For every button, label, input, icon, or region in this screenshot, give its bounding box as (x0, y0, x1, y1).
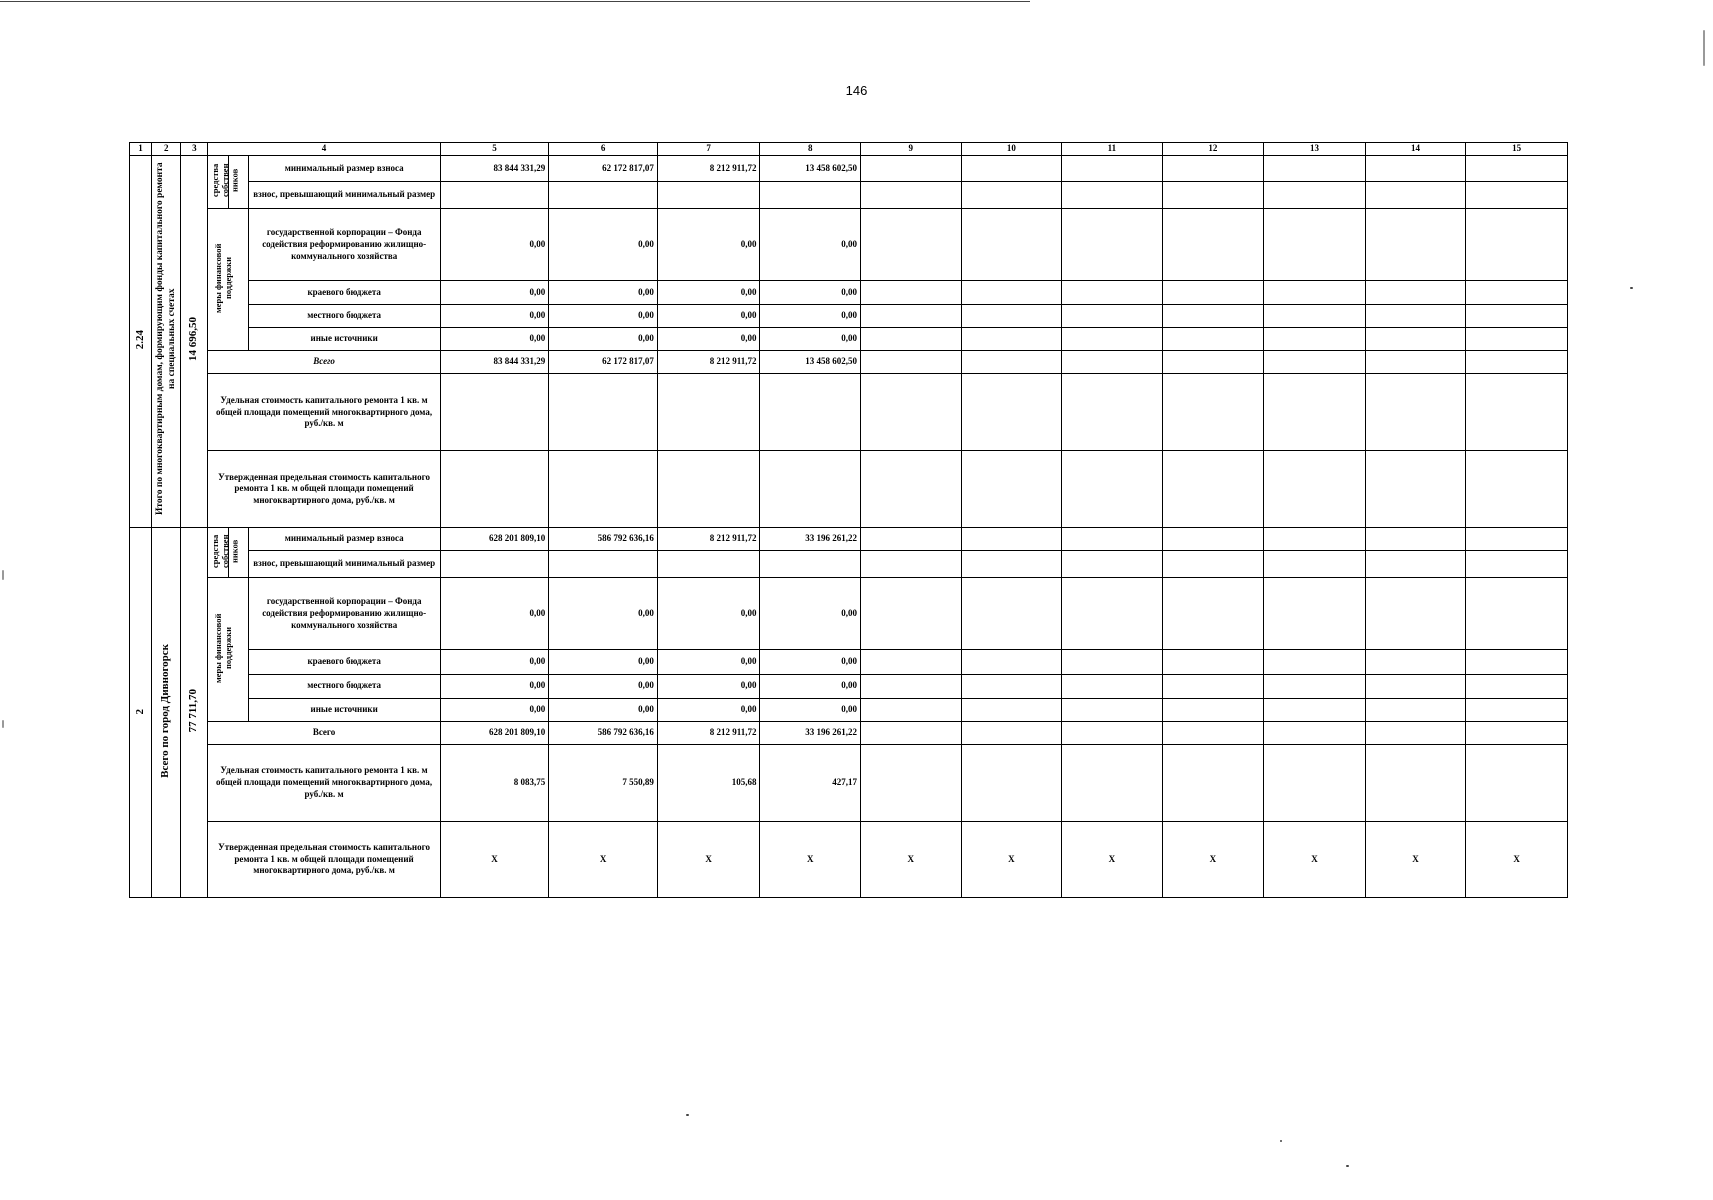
cell-col7: 0,00 (657, 650, 760, 674)
financial-support-label: меры финансовой поддержки (213, 612, 233, 683)
owners-funds-label: средства собствен ников (210, 163, 240, 197)
group-area-cell (181, 527, 208, 897)
x-mark-col12: X (1162, 821, 1264, 897)
row-label: Удельная стоимость капитального ремонта 1 кв. м общей площади помещений многоквартирного дома, руб./кв. м (208, 744, 440, 821)
financial-support-cell (208, 209, 248, 351)
row-label: краевого бюджета (248, 650, 440, 674)
cell-col7 (657, 182, 760, 209)
cell-col6: 0,00 (549, 698, 658, 721)
table-row (130, 527, 1568, 550)
cell-col5: 83 844 331,29 (440, 156, 549, 182)
table-row (130, 328, 1568, 351)
group-name: Итого по многоквартирным домам, формирующим фонды капитального ремонта на специальных счетах (155, 163, 178, 516)
cell-col6: 586 792 636,16 (549, 527, 658, 550)
cell-col8: 13 458 602,50 (760, 156, 861, 182)
cell-col7: 8 212 911,72 (657, 156, 760, 182)
cell-col5 (440, 374, 549, 451)
cell-col6: 62 172 817,07 (549, 156, 658, 182)
cell-col6: 0,00 (549, 209, 658, 281)
col-header-4: 4 (208, 143, 440, 156)
table-row (130, 744, 1568, 821)
row-label: минимальный размер взноса (248, 527, 440, 550)
cell-col6: 0,00 (549, 650, 658, 674)
cell-col8: 427,17 (760, 744, 861, 821)
cell-col8: 0,00 (760, 305, 861, 328)
scan-speck (1346, 1165, 1349, 1167)
cell-col6: 586 792 636,16 (549, 721, 658, 744)
cell-col7: 0,00 (657, 305, 760, 328)
scan-speck (1630, 287, 1633, 289)
financial-support-cell (208, 578, 248, 721)
cell-col7: 0,00 (657, 281, 760, 305)
row-label: иные источники (248, 328, 440, 351)
group-name: Всего по город Дивногорск (159, 643, 172, 778)
cell-col5: 8 083,75 (440, 744, 549, 821)
table-row (130, 281, 1568, 305)
owners-funds-cell (208, 156, 240, 209)
group-name-cell (152, 527, 181, 897)
x-mark-col8: X (760, 821, 861, 897)
cell-col6: 0,00 (549, 328, 658, 351)
cell-col7: 105,68 (657, 744, 760, 821)
x-mark-col7: X (657, 821, 760, 897)
col-header-6: 6 (549, 143, 658, 156)
cell-col7: 0,00 (657, 698, 760, 721)
col-header-5: 5 (440, 143, 549, 156)
scan-speck (2, 720, 4, 728)
cell-col8: 33 196 261,22 (760, 721, 861, 744)
cell-col7 (657, 374, 760, 451)
cell-col8: 13 458 602,50 (760, 351, 861, 374)
group-area: 14 696,50 (187, 317, 200, 362)
cell-col8: 0,00 (760, 578, 861, 650)
cell-col7: 0,00 (657, 674, 760, 698)
cell-col8: 0,00 (760, 281, 861, 305)
table-row (130, 374, 1568, 451)
cell-col6: 0,00 (549, 674, 658, 698)
table-row (130, 156, 1568, 182)
cell-col6 (549, 550, 658, 577)
cell-col7: 0,00 (657, 578, 760, 650)
cell-col8: 0,00 (760, 698, 861, 721)
row-label: государственной корпорации – Фонда содействия реформированию жилищно-коммунального хозяйства (248, 209, 440, 281)
x-mark-col11: X (1062, 821, 1163, 897)
cell-col5: 0,00 (440, 578, 549, 650)
row-label: Утвержденная предельная стоимость капитального ремонта 1 кв. м общей площади помещений многоквартирного дома, руб./кв. м (208, 451, 440, 527)
group-name-cell (152, 156, 181, 528)
col-header-10: 10 (961, 143, 1062, 156)
x-mark-col13: X (1264, 821, 1366, 897)
col-header-9: 9 (861, 143, 962, 156)
row-label: Удельная стоимость капитального ремонта 1 кв. м общей площади помещений многоквартирного дома, руб./кв. м (208, 374, 440, 451)
row-label: Всего (208, 351, 440, 374)
table-row (130, 305, 1568, 328)
col-header-8: 8 (760, 143, 861, 156)
cell-col7: 8 212 911,72 (657, 351, 760, 374)
table-row (130, 650, 1568, 674)
scan-speck (2, 570, 4, 580)
row-label: местного бюджета (248, 305, 440, 328)
row-label: взнос, превышающий минимальный размер (248, 550, 440, 577)
table-row (130, 182, 1568, 209)
cell-col7: 0,00 (657, 209, 760, 281)
cell-col5: 628 201 809,10 (440, 721, 549, 744)
table-row (130, 578, 1568, 650)
col-header-3: 3 (181, 143, 208, 156)
table-row (130, 821, 1568, 897)
col-header-15: 15 (1466, 143, 1568, 156)
row-label: местного бюджета (248, 674, 440, 698)
row-label: Утвержденная предельная стоимость капитального ремонта 1 кв. м общей площади помещений многоквартирного дома, руб./кв. м (208, 821, 440, 897)
page-number: 146 (845, 83, 868, 98)
scan-speck (1280, 1140, 1282, 1142)
group-number: 2 (133, 708, 146, 715)
cell-col5: 0,00 (440, 698, 549, 721)
col-header-11: 11 (1062, 143, 1163, 156)
col-header-12: 12 (1162, 143, 1264, 156)
owners-funds-cell (208, 527, 240, 578)
table-row (130, 698, 1568, 721)
cell-col5: 0,00 (440, 305, 549, 328)
table-row (130, 550, 1568, 577)
group-number-cell (130, 156, 152, 528)
row-label: краевого бюджета (248, 281, 440, 305)
col-header-1: 1 (130, 143, 152, 156)
x-mark-col5: X (440, 821, 549, 897)
row-label: иные источники (248, 698, 440, 721)
cell-col7: 8 212 911,72 (657, 527, 760, 550)
group-area-cell (181, 156, 208, 528)
header-row (130, 143, 1568, 156)
cell-col5: 0,00 (440, 328, 549, 351)
x-mark-col10: X (961, 821, 1062, 897)
cell-col8: 33 196 261,22 (760, 527, 861, 550)
row-label: Всего (208, 721, 440, 744)
x-mark-col14: X (1365, 821, 1466, 897)
cell-col5 (440, 550, 549, 577)
group-number: 2.24 (133, 329, 146, 350)
col-header-7: 7 (657, 143, 760, 156)
cell-col5: 0,00 (440, 209, 549, 281)
scan-speck (686, 1114, 689, 1116)
cell-col6 (549, 182, 658, 209)
cell-col6: 62 172 817,07 (549, 351, 658, 374)
row-label: минимальный размер взноса (248, 156, 440, 182)
col-header-14: 14 (1365, 143, 1466, 156)
cell-col6: 0,00 (549, 281, 658, 305)
cell-col5: 83 844 331,29 (440, 351, 549, 374)
cell-col8 (760, 550, 861, 577)
table-row (130, 674, 1568, 698)
cell-col6: 0,00 (549, 578, 658, 650)
owners-funds-spacer (228, 527, 248, 578)
table-row (130, 209, 1568, 281)
row-label: государственной корпорации – Фонда содействия реформированию жилищно-коммунального хозяйства (248, 578, 440, 650)
owners-funds-label: средства собствен ников (210, 533, 240, 568)
cell-col6: 0,00 (549, 305, 658, 328)
cell-col8: 0,00 (760, 650, 861, 674)
cell-col7: 8 212 911,72 (657, 721, 760, 744)
cell-col5: 0,00 (440, 281, 549, 305)
cell-col6 (549, 374, 658, 451)
cell-col8 (760, 182, 861, 209)
owners-funds-spacer (228, 156, 248, 209)
cell-col5: 0,00 (440, 674, 549, 698)
cell-col8: 0,00 (760, 328, 861, 351)
col-header-2: 2 (152, 143, 181, 156)
cell-col8 (760, 374, 861, 451)
group-area: 77 711,70 (187, 688, 200, 733)
cell-col7 (657, 550, 760, 577)
table-row (130, 721, 1568, 744)
x-mark-col9: X (861, 821, 962, 897)
cell-col5: 0,00 (440, 650, 549, 674)
cell-col8: 0,00 (760, 674, 861, 698)
row-label: взнос, превышающий минимальный размер (248, 182, 440, 209)
cell-col5 (440, 182, 549, 209)
scan-speck (1703, 30, 1705, 66)
cell-col6: 7 550,89 (549, 744, 658, 821)
top-border-line (0, 1, 1030, 2)
financial-support-label: меры финансовой поддержки (213, 243, 233, 313)
cell-col7: 0,00 (657, 328, 760, 351)
table-row (130, 451, 1568, 527)
x-mark-col6: X (549, 821, 658, 897)
cell-col5: 628 201 809,10 (440, 527, 549, 550)
capital-repair-table (129, 142, 1568, 898)
x-mark-col15: X (1466, 821, 1568, 897)
col-header-13: 13 (1264, 143, 1366, 156)
table-row (130, 351, 1568, 374)
group-number-cell (130, 527, 152, 897)
cell-col8: 0,00 (760, 209, 861, 281)
